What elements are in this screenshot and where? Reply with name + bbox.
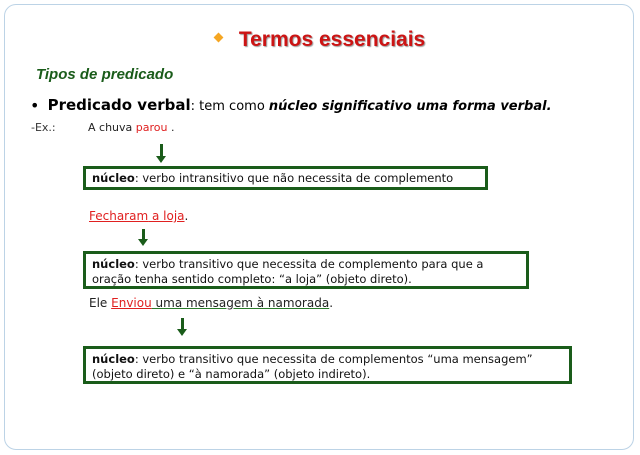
section-subtitle: Tipos de predicado	[36, 66, 174, 83]
page-title: Termos essenciais	[238, 28, 426, 51]
nucleus-box-3	[83, 346, 572, 384]
title-row	[0, 28, 640, 52]
nucleus-box-1	[83, 166, 488, 190]
example-label: -Ex.:	[31, 121, 56, 134]
example-3-subject: Ele	[89, 296, 112, 310]
example-2-object: a loja	[152, 209, 185, 223]
example-2-end: .	[184, 209, 189, 223]
example-1-end: .	[167, 121, 175, 134]
example-2	[89, 209, 188, 223]
example-3	[89, 296, 333, 310]
nucleus-box-2	[83, 251, 529, 289]
bullet-dot-icon: •	[30, 96, 40, 115]
box-1-text: : verbo intransitivo que não necessita de complemento	[134, 171, 454, 185]
example-3-verb: Enviou	[111, 296, 152, 310]
box-2-keyword: núcleo	[92, 257, 135, 271]
example-3-end: .	[329, 296, 334, 310]
diamond-bullet-icon	[213, 33, 223, 43]
definition-line	[30, 95, 552, 114]
box-2-text: : verbo transitivo que necessita de complemento para que a oração tenha sentido completo: “a loja” (objeto direto).	[92, 257, 484, 286]
definition-text: : tem como	[190, 99, 269, 114]
example-2-verb: Fecharam	[89, 209, 149, 223]
example-3-object: uma mensagem à namorada	[151, 296, 330, 310]
definition-term: Predicado verbal	[47, 96, 191, 114]
box-3-text: : verbo transitivo que necessita de complementos “uma mensagem” (objeto direto) e “à namorada” (objeto indireto).	[92, 352, 533, 381]
example-1-subject: A chuva	[88, 121, 136, 134]
arrow-down-icon	[142, 229, 145, 241]
definition-emphasis: núcleo significativo uma forma verbal.	[268, 99, 552, 114]
example-1-verb: parou	[135, 121, 168, 134]
box-3-keyword: núcleo	[92, 352, 135, 366]
box-1-keyword: núcleo	[92, 171, 135, 185]
example-1	[88, 121, 174, 134]
arrow-down-icon	[181, 318, 184, 331]
arrow-down-icon	[160, 144, 163, 158]
